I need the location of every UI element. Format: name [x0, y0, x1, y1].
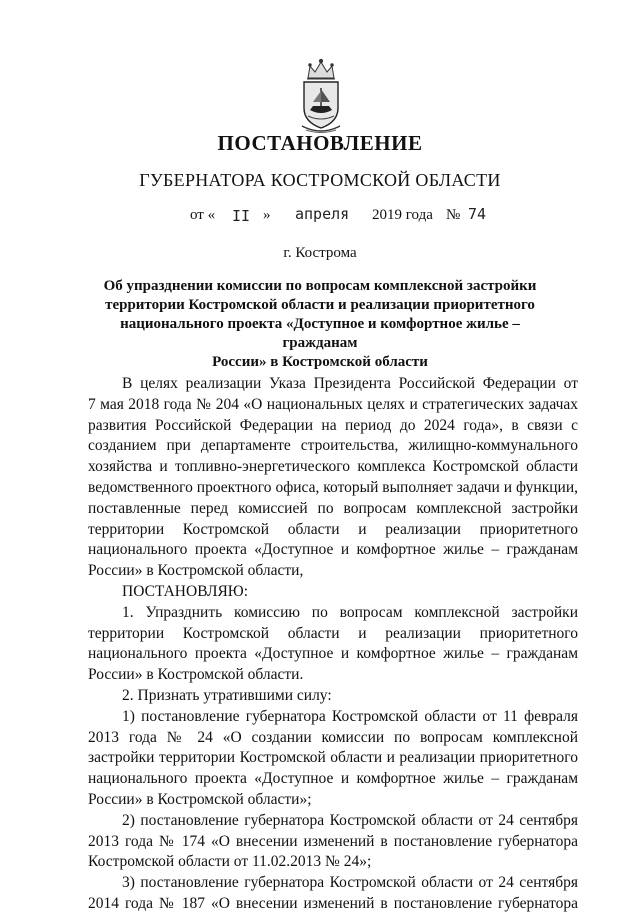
- city-line: г. Кострома: [283, 245, 357, 261]
- resolve-line: ПОСТАНОВЛЯЮ:: [122, 582, 249, 600]
- title-line: территории Костромской области и реализации приоритетного: [105, 297, 535, 313]
- body-line: 2014 года № 187 «О внесении изменений в постановление губернатора: [88, 894, 578, 912]
- body-line: 1) постановление губернатора Костромской области от 11 февраля: [122, 707, 578, 725]
- body-line: 2) постановление губернатора Костромской области от 24 сентября: [122, 811, 578, 829]
- body-line: 1. Упразднить комиссию по вопросам комплексной застройки: [122, 603, 578, 621]
- body-line: 7 мая 2018 года № 204 «О национальных целях и стратегических задачах: [88, 395, 578, 413]
- title-line: национального проекта «Доступное и комфортное жилье – гражданам: [120, 316, 520, 351]
- body-line: России» в Костромской области.: [88, 666, 304, 684]
- body-line: территории Костромской области и реализации приоритетного: [88, 624, 578, 642]
- number-sign: №: [446, 207, 461, 223]
- document-body: [88, 374, 578, 915]
- date-prefix: от «: [190, 207, 216, 223]
- body-line: Костромской области от 11.02.2013 № 24»;: [88, 853, 372, 871]
- body-line: 2013 года № 174 «О внесении изменений в постановление губернатора: [88, 832, 578, 850]
- date-number-line: [190, 207, 520, 231]
- body-line: национального проекта «Доступное и комфортное жилье – гражданам: [88, 541, 578, 559]
- issuer-heading: ГУБЕРНАТОРА КОСТРОМСКОЙ ОБЛАСТИ: [139, 170, 501, 190]
- date-day: II: [232, 207, 251, 225]
- title-line: Об упразднении комиссии по вопросам комплексной застройки: [103, 278, 537, 294]
- document-title: [100, 277, 540, 372]
- date-month: апреля: [295, 205, 350, 223]
- body-line: застройки территории Костромской области и реализации приоритетного: [88, 749, 578, 767]
- body-line: территории Костромской области и реализации приоритетного: [88, 520, 578, 538]
- body-line: В целях реализации Указа Президента Российской Федерации от: [122, 375, 578, 392]
- document-type-heading: ПОСТАНОВЛЕНИЕ: [217, 131, 423, 155]
- title-line: России» в Костромской области: [212, 354, 428, 370]
- body-line: созданием при департаменте строительства, жилищно-коммунального: [88, 437, 578, 455]
- document-number: 74: [468, 205, 487, 223]
- body-line: ведомственного проектного офиса, который выполняет задачи и функции,: [88, 478, 578, 496]
- body-line: хозяйства и топливно-энергетического комплекса Костромской области: [88, 458, 578, 476]
- body-line: России» в Костромской области,: [88, 562, 304, 580]
- body-line: поставленные перед комиссией по вопросам комплексной застройки: [88, 499, 578, 517]
- body-line: России» в Костромской области»;: [88, 790, 312, 808]
- body-line: развития Российской Федерации на период до 2024 года», в связи с: [88, 416, 578, 434]
- body-line: национального проекта «Доступное и комфортное жилье – гражданам: [88, 645, 578, 663]
- coat-of-arms-emblem: [296, 56, 346, 136]
- date-year: 2019 года: [372, 207, 433, 223]
- date-day-close: »: [263, 207, 271, 223]
- body-line: 2013 года № 24 «О создании комиссии по вопросам комплексной: [88, 728, 578, 746]
- body-line: национального проекта «Доступное и комфортное жилье – гражданам: [88, 770, 578, 788]
- body-line: 2. Признать утратившими силу:: [122, 686, 332, 704]
- body-line: 3) постановление губернатора Костромской области от 24 сентября: [122, 874, 578, 892]
